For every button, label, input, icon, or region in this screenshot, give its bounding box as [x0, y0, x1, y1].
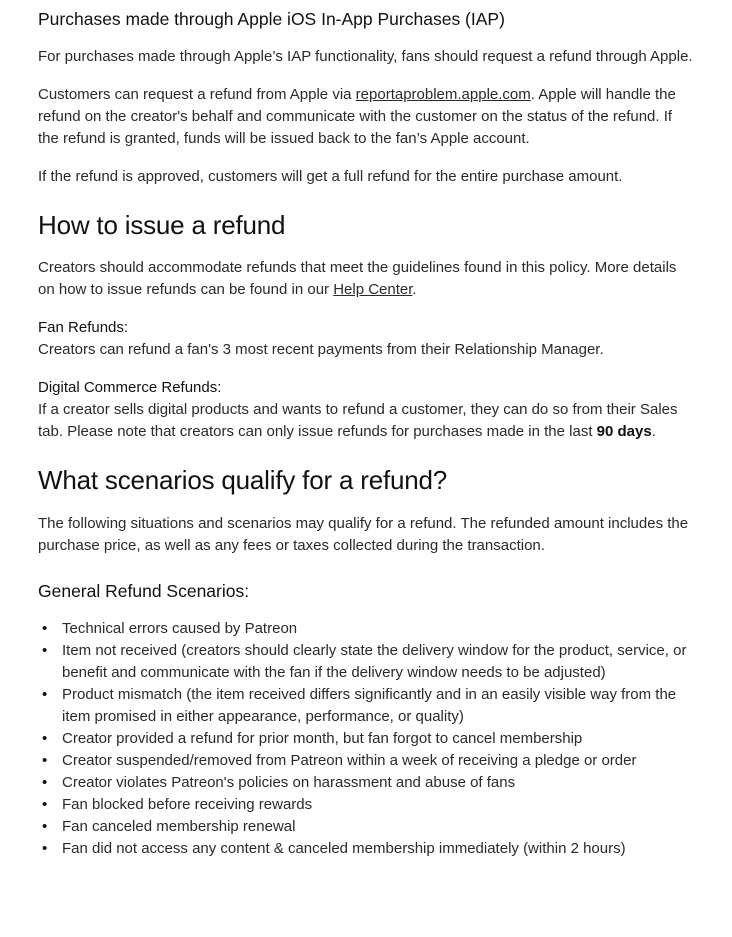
- list-item: • Creator violates Patreon's policies on harassment and abuse of fans: [62, 772, 694, 794]
- list-item: • Fan canceled membership renewal: [62, 816, 694, 838]
- general-scenarios-list: [38, 618, 694, 860]
- iap-paragraph-1: For purchases made through Apple’s IAP functionality, fans should request a refund through Apple.: [38, 48, 693, 65]
- policy-content: [0, 8, 732, 860]
- fan-refunds-block: [38, 317, 694, 361]
- digital-refunds-label: Digital Commerce Refunds:: [38, 379, 222, 396]
- general-scenarios-heading: General Refund Scenarios:: [38, 581, 250, 601]
- digital-refunds-post: .: [651, 423, 656, 440]
- iap-p2-pre: Customers can request a refund from Apple via: [38, 86, 356, 103]
- iap-heading: Purchases made through Apple iOS In-App Purchases (IAP): [38, 9, 505, 29]
- digital-refunds-pre: If a creator sells digital products and wants to refund a customer, they can do so from their Sales tab. Please note that creators can only issue refunds for purchases made in the last: [38, 401, 678, 440]
- iap-paragraph-2: [38, 84, 694, 150]
- scenarios-intro: The following situations and scenarios may qualify for a refund. The refunded amount includes the purchase price, as well as any fees or taxes collected during the transaction.: [38, 515, 689, 554]
- fan-refunds-label: Fan Refunds:: [38, 319, 129, 336]
- reportaproblem-link[interactable]: reportaproblem.apple.com: [355, 86, 531, 103]
- scenarios-heading: What scenarios qualify for a refund?: [38, 465, 448, 495]
- help-center-link[interactable]: Help Center: [333, 281, 413, 298]
- iap-p2-post: . Apple will handle the refund on the creator's behalf and communicate with the customer on the status of the refund. If the refund is granted, funds will be issued back to the fan’s Apple account.: [38, 86, 676, 147]
- list-item: • Fan did not access any content & canceled membership immediately (within 2 hours): [62, 838, 694, 860]
- list-item: • Technical errors caused by Patreon: [62, 618, 694, 640]
- fan-refunds-text: Creators can refund a fan's 3 most recent payments from their Relationship Manager.: [38, 341, 604, 358]
- list-item: • Creator provided a refund for prior month, but fan forgot to cancel membership: [62, 728, 694, 750]
- iap-paragraph-3: If the refund is approved, customers will get a full refund for the entire purchase amount.: [38, 168, 623, 185]
- digital-refunds-days: 90 days: [596, 423, 652, 440]
- list-item: • Product mismatch (the item received differs significantly and in an easily visible way from the item promised in either appearance, performance, or quality): [62, 684, 694, 728]
- list-item: • Fan blocked before receiving rewards: [62, 794, 694, 816]
- how-p1-pre: Creators should accommodate refunds that meet the guidelines found in this policy. More details on how to issue refunds can be found in our: [38, 259, 677, 298]
- list-item: • Creator suspended/removed from Patreon within a week of receiving a pledge or order: [62, 750, 694, 772]
- how-p1-post: .: [412, 281, 417, 298]
- how-to-refund-heading: How to issue a refund: [38, 210, 286, 240]
- how-paragraph-1: [38, 257, 694, 301]
- list-item: • Item not received (creators should clearly state the delivery window for the product, service, or benefit and communicate with the fan if the delivery window needs to be adjusted): [62, 640, 694, 684]
- digital-refunds-block: [38, 377, 694, 443]
